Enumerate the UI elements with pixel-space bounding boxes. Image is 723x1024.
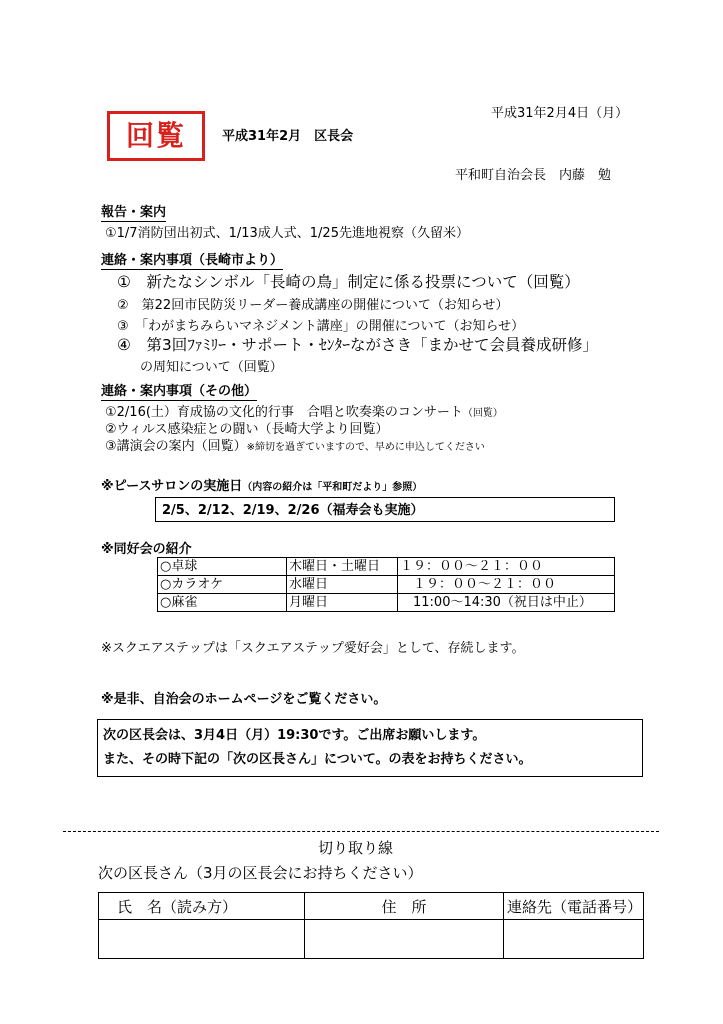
document-date: 平成31年2月4日（月） [491, 106, 629, 121]
club-time: 11:00～14:30（祝日は中止） [398, 594, 615, 612]
clubs-table [157, 557, 615, 612]
column-header-contact: 連絡先（電話番号） [504, 893, 644, 920]
cut-line [63, 831, 659, 832]
document-author: 平和町自治会長 内藤 勉 [455, 168, 612, 183]
peace-salon-heading [101, 475, 422, 494]
form-title: 次の区長さん（3月の区長会にお持ちください） [98, 864, 423, 882]
peace-salon-heading-text: ※ピースサロンの実施日 [101, 479, 243, 494]
square-step-note: ※スクエアステップは「スクエアステップ愛好会」として、存続します。 [101, 641, 525, 656]
club-name: ○麻雀 [158, 594, 287, 612]
report-item: ①1/7消防団出初式、1/13成人式、1/25先進地視察（久留米） [105, 226, 469, 241]
other-contact-item-2: ②ウィルス感染症との闘い（長崎大学より回覧） [105, 422, 389, 437]
clubs-heading: ※同好会の紹介 [101, 542, 192, 557]
table-row [158, 558, 615, 576]
name-input-cell[interactable] [99, 920, 305, 959]
address-input-cell[interactable] [305, 920, 504, 959]
club-day: 木曜日・土曜日 [287, 558, 398, 576]
other-contact-item-3-text: ③講演会の案内（回覧） [105, 439, 247, 454]
column-header-name: 氏 名（読み方） [99, 893, 305, 920]
kairan-stamp: 回覧 [107, 111, 205, 161]
city-contact-item-2: ② 第22回市民防災リーダー養成講座の開催について（お知らせ） [117, 298, 509, 313]
peace-salon-dates-box: 2/5、2/12、2/19、2/26（福寿会も実施） [155, 497, 615, 522]
next-meeting-notice [97, 719, 643, 777]
other-contact-item-1-text: ①2/16(土）育成協の文化的行事 合唱と吹奏楽のコンサート [105, 405, 463, 420]
city-contact-heading: 連絡・案内事項（長崎市より） [101, 249, 283, 270]
city-contact-item-3: ③ 「わがまちみらいマネジメント講座」の開催について（お知らせ） [117, 319, 525, 334]
other-contact-heading: 連絡・案内事項（その他） [101, 380, 257, 401]
table-row [158, 594, 615, 612]
homepage-note: ※是非、自治会のホームページをご覧ください。 [101, 692, 387, 707]
document-title: 平成31年2月 区長会 [222, 129, 354, 144]
table-row [158, 576, 615, 594]
next-leader-form [98, 892, 644, 959]
table-row [99, 893, 644, 920]
city-contact-item-4-cont: の周知について（回覧） [140, 360, 283, 375]
contact-input-cell[interactable] [504, 920, 644, 959]
cut-line-label: 切り取り線 [318, 839, 394, 857]
notice-line-2: また、その時下記の「次の区長さん」について。の表をお持ちください。 [103, 752, 532, 767]
club-name: ○卓球 [158, 558, 287, 576]
city-contact-item-1: ① 新たなシンボル「長崎の鳥」制定に係る投票について（回覧） [117, 273, 580, 291]
city-contact-item-4: ④ 第3回ﾌｧﾐﾘｰ・サポート・ｾﾝﾀｰながさき「まかせて会員養成研修」 [117, 336, 599, 354]
club-day: 水曜日 [287, 576, 398, 594]
peace-salon-heading-note: （内容の紹介は「平和町だより」参照） [242, 482, 423, 493]
column-header-address: 住 所 [305, 893, 504, 920]
other-contact-item-1-note: （回覧） [462, 408, 503, 419]
notice-line-1: 次の区長会は、3月4日（月）19:30です。ご出席お願いします。 [103, 728, 486, 743]
club-time: １９：００～２１：００ [398, 558, 615, 576]
other-contact-item-3 [105, 435, 485, 454]
club-day: 月曜日 [287, 594, 398, 612]
club-name: ○カラオケ [158, 576, 287, 594]
other-contact-item-3-note: ※締切を過ぎていますので、早めに申込してください [246, 442, 485, 453]
report-heading: 報告・案内 [101, 201, 166, 222]
table-row [99, 920, 644, 959]
club-time: １９：００～２１：００ [398, 576, 615, 594]
